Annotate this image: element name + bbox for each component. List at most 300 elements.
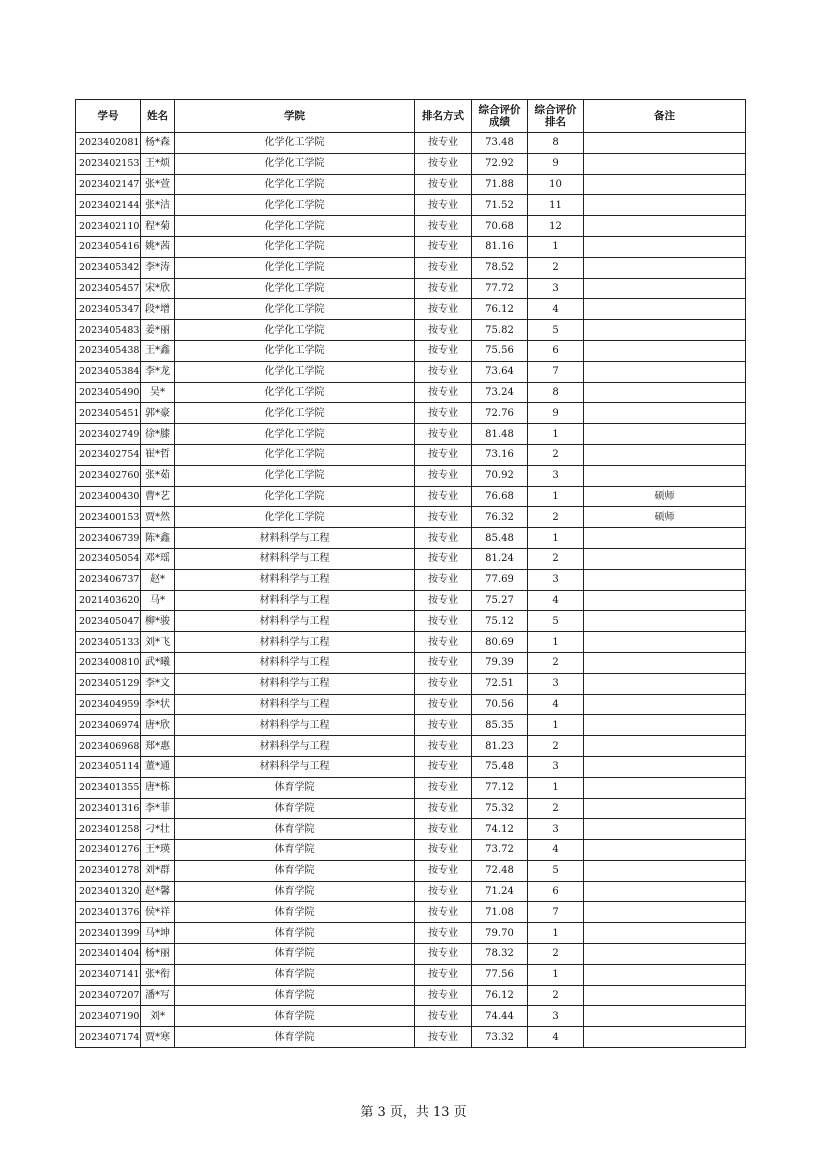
table-row [76, 403, 746, 424]
cell-college: 化学化工学院 [175, 340, 415, 361]
cell-rank-method: 按专业 [415, 465, 472, 486]
cell-student-name: 姚*茜 [141, 236, 175, 257]
cell-student-id: 2023401355 [76, 777, 141, 798]
table-row [76, 964, 746, 985]
score-ranking-table [75, 99, 746, 1048]
cell-student-id: 2023407207 [76, 985, 141, 1006]
header-score [472, 100, 528, 133]
cell-remark [584, 694, 746, 715]
cell-rank-method: 按专业 [415, 777, 472, 798]
cell-score: 70.68 [472, 216, 528, 237]
cell-college: 化学化工学院 [175, 444, 415, 465]
cell-rank: 8 [528, 382, 584, 403]
cell-college: 体育学院 [175, 923, 415, 944]
cell-student-name: 刘* [141, 1006, 175, 1027]
table-row [76, 340, 746, 361]
cell-rank-method: 按专业 [415, 195, 472, 216]
cell-college: 体育学院 [175, 881, 415, 902]
table-row [76, 174, 746, 195]
cell-college: 材料科学与工程 [175, 528, 415, 549]
cell-score: 73.72 [472, 840, 528, 861]
cell-college: 材料科学与工程 [175, 715, 415, 736]
cell-student-name: 杨*森 [141, 133, 175, 154]
cell-remark [584, 340, 746, 361]
cell-student-name: 董*通 [141, 756, 175, 777]
cell-student-name: 杨*丽 [141, 944, 175, 965]
cell-score: 73.64 [472, 361, 528, 382]
cell-rank: 3 [528, 1006, 584, 1027]
cell-rank-method: 按专业 [415, 611, 472, 632]
cell-score: 74.12 [472, 819, 528, 840]
table-row [76, 777, 746, 798]
cell-score: 71.88 [472, 174, 528, 195]
cell-rank-method: 按专业 [415, 985, 472, 1006]
cell-remark [584, 860, 746, 881]
cell-student-name: 潘*写 [141, 985, 175, 1006]
cell-score: 75.12 [472, 611, 528, 632]
cell-student-name: 徐*膝 [141, 424, 175, 445]
cell-college: 材料科学与工程 [175, 611, 415, 632]
cell-remark [584, 216, 746, 237]
cell-rank-method: 按专业 [415, 736, 472, 757]
cell-student-id: 2023404959 [76, 694, 141, 715]
cell-remark [584, 902, 746, 923]
table-row [76, 465, 746, 486]
table-row [76, 736, 746, 757]
cell-rank-method: 按专业 [415, 444, 472, 465]
cell-student-id: 2023406974 [76, 715, 141, 736]
cell-student-name: 王*鑫 [141, 340, 175, 361]
header-rank-method: 排名方式 [415, 100, 472, 133]
cell-rank-method: 按专业 [415, 174, 472, 195]
table-row [76, 985, 746, 1006]
cell-student-id: 2023405347 [76, 299, 141, 320]
cell-score: 71.08 [472, 902, 528, 923]
cell-college: 体育学院 [175, 798, 415, 819]
table-row [76, 632, 746, 653]
cell-rank: 6 [528, 881, 584, 902]
cell-student-id: 2023401404 [76, 944, 141, 965]
cell-rank-method: 按专业 [415, 133, 472, 154]
cell-remark [584, 632, 746, 653]
cell-student-name: 张*茹 [141, 465, 175, 486]
cell-rank: 7 [528, 902, 584, 923]
cell-rank-method: 按专业 [415, 257, 472, 278]
cell-remark [584, 133, 746, 154]
cell-student-id: 2023401320 [76, 881, 141, 902]
cell-rank: 7 [528, 361, 584, 382]
cell-rank-method: 按专业 [415, 403, 472, 424]
cell-student-id: 2023400430 [76, 486, 141, 507]
cell-score: 81.16 [472, 236, 528, 257]
cell-score: 81.24 [472, 548, 528, 569]
cell-rank: 3 [528, 465, 584, 486]
table-row [76, 756, 746, 777]
cell-student-name: 柳*骏 [141, 611, 175, 632]
cell-score: 75.56 [472, 340, 528, 361]
cell-college: 材料科学与工程 [175, 569, 415, 590]
cell-remark [584, 299, 746, 320]
cell-score: 73.32 [472, 1027, 528, 1048]
page-footer: 第 3 页，共 13 页 [360, 1105, 467, 1120]
cell-college: 体育学院 [175, 985, 415, 1006]
cell-student-name: 郭*豪 [141, 403, 175, 424]
table-row [76, 444, 746, 465]
header-rank-text: 综合评价 排名 [534, 104, 577, 128]
cell-college: 体育学院 [175, 840, 415, 861]
cell-student-name: 侯*祥 [141, 902, 175, 923]
cell-score: 76.12 [472, 299, 528, 320]
cell-rank-method: 按专业 [415, 278, 472, 299]
cell-rank-method: 按专业 [415, 944, 472, 965]
table-row [76, 424, 746, 445]
header-remark: 备注 [584, 100, 746, 133]
cell-rank-method: 按专业 [415, 881, 472, 902]
cell-student-name: 程*菊 [141, 216, 175, 237]
cell-remark [584, 1027, 746, 1048]
cell-rank-method: 按专业 [415, 632, 472, 653]
cell-rank-method: 按专业 [415, 715, 472, 736]
cell-score: 78.32 [472, 944, 528, 965]
cell-score: 76.32 [472, 507, 528, 528]
cell-student-id: 2023402153 [76, 153, 141, 174]
cell-college: 化学化工学院 [175, 486, 415, 507]
cell-rank: 8 [528, 133, 584, 154]
cell-remark [584, 715, 746, 736]
cell-student-id: 2023406968 [76, 736, 141, 757]
cell-student-id: 2023400153 [76, 507, 141, 528]
cell-student-id: 2023405114 [76, 756, 141, 777]
cell-remark [584, 361, 746, 382]
cell-rank: 3 [528, 756, 584, 777]
cell-remark [584, 444, 746, 465]
cell-college: 体育学院 [175, 777, 415, 798]
cell-student-name: 王*瑛 [141, 840, 175, 861]
cell-score: 73.16 [472, 444, 528, 465]
table-row [76, 652, 746, 673]
cell-student-id: 2021403620 [76, 590, 141, 611]
cell-remark [584, 403, 746, 424]
cell-college: 化学化工学院 [175, 465, 415, 486]
cell-rank: 1 [528, 486, 584, 507]
cell-rank-method: 按专业 [415, 486, 472, 507]
cell-student-id: 2023406739 [76, 528, 141, 549]
table-row [76, 694, 746, 715]
cell-remark [584, 548, 746, 569]
cell-student-name: 李*文 [141, 673, 175, 694]
cell-rank-method: 按专业 [415, 569, 472, 590]
cell-score: 72.51 [472, 673, 528, 694]
cell-remark [584, 1006, 746, 1027]
cell-rank-method: 按专业 [415, 923, 472, 944]
cell-college: 材料科学与工程 [175, 652, 415, 673]
cell-college: 材料科学与工程 [175, 756, 415, 777]
cell-rank: 4 [528, 1027, 584, 1048]
cell-college: 材料科学与工程 [175, 590, 415, 611]
cell-rank-method: 按专业 [415, 673, 472, 694]
cell-rank: 3 [528, 673, 584, 694]
cell-college: 体育学院 [175, 944, 415, 965]
cell-remark [584, 652, 746, 673]
cell-remark [584, 673, 746, 694]
cell-student-id: 2023402749 [76, 424, 141, 445]
header-name: 姓名 [141, 100, 175, 133]
table-row [76, 299, 746, 320]
cell-rank: 2 [528, 652, 584, 673]
header-score-text: 综合评价 成绩 [478, 104, 521, 128]
cell-remark [584, 944, 746, 965]
cell-rank: 5 [528, 320, 584, 341]
cell-student-name: 邓*瑶 [141, 548, 175, 569]
cell-rank: 2 [528, 507, 584, 528]
cell-student-name: 张*萱 [141, 174, 175, 195]
cell-student-id: 2023405047 [76, 611, 141, 632]
cell-score: 72.92 [472, 153, 528, 174]
cell-college: 材料科学与工程 [175, 548, 415, 569]
cell-student-id: 2023405384 [76, 361, 141, 382]
cell-student-id: 2023402147 [76, 174, 141, 195]
cell-remark: 硕师 [584, 507, 746, 528]
cell-student-name: 曹*艺 [141, 486, 175, 507]
cell-rank: 2 [528, 798, 584, 819]
cell-rank: 9 [528, 153, 584, 174]
cell-college: 体育学院 [175, 860, 415, 881]
table-row [76, 361, 746, 382]
cell-rank-method: 按专业 [415, 216, 472, 237]
cell-rank: 5 [528, 611, 584, 632]
cell-student-id: 2023402144 [76, 195, 141, 216]
table-row [76, 1006, 746, 1027]
cell-student-id: 2023405457 [76, 278, 141, 299]
cell-rank: 11 [528, 195, 584, 216]
table-row [76, 507, 746, 528]
cell-score: 79.39 [472, 652, 528, 673]
cell-score: 75.48 [472, 756, 528, 777]
cell-college: 化学化工学院 [175, 507, 415, 528]
cell-student-name: 贾*然 [141, 507, 175, 528]
cell-score: 85.48 [472, 528, 528, 549]
cell-college: 体育学院 [175, 902, 415, 923]
cell-remark [584, 569, 746, 590]
cell-score: 81.23 [472, 736, 528, 757]
table-row [76, 923, 746, 944]
cell-rank-method: 按专业 [415, 548, 472, 569]
cell-rank: 1 [528, 236, 584, 257]
cell-college: 体育学院 [175, 964, 415, 985]
cell-remark [584, 881, 746, 902]
cell-rank: 1 [528, 715, 584, 736]
table-row [76, 133, 746, 154]
cell-student-name: 李*状 [141, 694, 175, 715]
cell-remark [584, 528, 746, 549]
cell-remark [584, 320, 746, 341]
cell-rank-method: 按专业 [415, 361, 472, 382]
cell-college: 化学化工学院 [175, 236, 415, 257]
cell-score: 72.48 [472, 860, 528, 881]
table-row [76, 860, 746, 881]
table-row [76, 902, 746, 923]
cell-rank-method: 按专业 [415, 964, 472, 985]
cell-student-id: 2023401376 [76, 902, 141, 923]
table-row [76, 881, 746, 902]
table-row [76, 840, 746, 861]
cell-score: 77.56 [472, 964, 528, 985]
cell-student-name: 唐*栋 [141, 777, 175, 798]
cell-score: 76.68 [472, 486, 528, 507]
cell-student-id: 2023406737 [76, 569, 141, 590]
cell-student-name: 刘*飞 [141, 632, 175, 653]
cell-student-name: 马*坤 [141, 923, 175, 944]
cell-student-id: 2023402110 [76, 216, 141, 237]
cell-college: 化学化工学院 [175, 195, 415, 216]
cell-rank: 4 [528, 299, 584, 320]
cell-remark [584, 798, 746, 819]
cell-student-name: 崔*哲 [141, 444, 175, 465]
table-row [76, 216, 746, 237]
cell-rank: 2 [528, 985, 584, 1006]
cell-rank-method: 按专业 [415, 1027, 472, 1048]
table-body [76, 133, 746, 1048]
cell-student-id: 2023401399 [76, 923, 141, 944]
cell-rank: 1 [528, 528, 584, 549]
cell-student-id: 2023402754 [76, 444, 141, 465]
cell-rank-method: 按专业 [415, 382, 472, 403]
table-row [76, 798, 746, 819]
cell-rank-method: 按专业 [415, 694, 472, 715]
cell-college: 化学化工学院 [175, 174, 415, 195]
cell-remark [584, 964, 746, 985]
cell-student-id: 2023402081 [76, 133, 141, 154]
table-row [76, 257, 746, 278]
cell-remark [584, 736, 746, 757]
header-college: 学院 [175, 100, 415, 133]
cell-score: 75.27 [472, 590, 528, 611]
cell-student-name: 吴* [141, 382, 175, 403]
table-row [76, 569, 746, 590]
cell-student-name: 武*曦 [141, 652, 175, 673]
cell-student-id: 2023400810 [76, 652, 141, 673]
cell-rank: 2 [528, 257, 584, 278]
cell-score: 85.35 [472, 715, 528, 736]
cell-score: 80.69 [472, 632, 528, 653]
table-row [76, 819, 746, 840]
cell-college: 体育学院 [175, 819, 415, 840]
cell-college: 化学化工学院 [175, 361, 415, 382]
cell-score: 77.69 [472, 569, 528, 590]
cell-rank-method: 按专业 [415, 902, 472, 923]
cell-score: 75.32 [472, 798, 528, 819]
cell-student-name: 李*涛 [141, 257, 175, 278]
cell-rank-method: 按专业 [415, 299, 472, 320]
cell-rank: 10 [528, 174, 584, 195]
cell-student-name: 张*衔 [141, 964, 175, 985]
cell-student-id: 2023405133 [76, 632, 141, 653]
table-header-row [76, 100, 746, 133]
cell-score: 73.24 [472, 382, 528, 403]
cell-rank: 4 [528, 840, 584, 861]
header-rank [528, 100, 584, 133]
cell-score: 71.52 [472, 195, 528, 216]
cell-rank: 5 [528, 860, 584, 881]
cell-remark [584, 236, 746, 257]
cell-rank-method: 按专业 [415, 652, 472, 673]
table-row [76, 548, 746, 569]
cell-rank: 9 [528, 403, 584, 424]
cell-score: 77.12 [472, 777, 528, 798]
cell-student-name: 姜*丽 [141, 320, 175, 341]
cell-rank: 4 [528, 590, 584, 611]
cell-student-name: 李*菲 [141, 798, 175, 819]
table-row [76, 278, 746, 299]
cell-rank: 1 [528, 964, 584, 985]
cell-rank-method: 按专业 [415, 424, 472, 445]
cell-student-name: 赵* [141, 569, 175, 590]
cell-college: 化学化工学院 [175, 382, 415, 403]
cell-college: 化学化工学院 [175, 278, 415, 299]
cell-student-id: 2023401276 [76, 840, 141, 861]
cell-college: 化学化工学院 [175, 299, 415, 320]
cell-student-id: 2023405416 [76, 236, 141, 257]
cell-rank-method: 按专业 [415, 840, 472, 861]
table-row [76, 486, 746, 507]
cell-score: 72.76 [472, 403, 528, 424]
cell-rank: 1 [528, 632, 584, 653]
cell-student-name: 贾*寒 [141, 1027, 175, 1048]
cell-student-name: 刁*壮 [141, 819, 175, 840]
cell-college: 材料科学与工程 [175, 673, 415, 694]
cell-score: 70.92 [472, 465, 528, 486]
cell-score: 74.44 [472, 1006, 528, 1027]
cell-remark [584, 465, 746, 486]
cell-rank-method: 按专业 [415, 819, 472, 840]
cell-rank: 3 [528, 569, 584, 590]
table-row [76, 944, 746, 965]
cell-remark [584, 174, 746, 195]
cell-student-name: 张*洁 [141, 195, 175, 216]
cell-remark [584, 819, 746, 840]
cell-rank: 6 [528, 340, 584, 361]
cell-college: 材料科学与工程 [175, 694, 415, 715]
cell-rank-method: 按专业 [415, 1006, 472, 1027]
cell-remark [584, 840, 746, 861]
cell-remark [584, 153, 746, 174]
cell-rank: 3 [528, 819, 584, 840]
cell-college: 化学化工学院 [175, 133, 415, 154]
table-row [76, 236, 746, 257]
cell-rank-method: 按专业 [415, 236, 472, 257]
table-row [76, 673, 746, 694]
cell-college: 化学化工学院 [175, 320, 415, 341]
cell-rank: 2 [528, 548, 584, 569]
cell-college: 化学化工学院 [175, 424, 415, 445]
table-row [76, 153, 746, 174]
cell-student-name: 唐*欣 [141, 715, 175, 736]
cell-college: 化学化工学院 [175, 153, 415, 174]
table-row [76, 320, 746, 341]
table-row [76, 590, 746, 611]
cell-student-id: 2023407141 [76, 964, 141, 985]
cell-remark [584, 278, 746, 299]
cell-remark [584, 611, 746, 632]
cell-student-name: 王*烦 [141, 153, 175, 174]
cell-rank-method: 按专业 [415, 860, 472, 881]
cell-score: 76.12 [472, 985, 528, 1006]
cell-rank: 1 [528, 923, 584, 944]
cell-college: 材料科学与工程 [175, 736, 415, 757]
cell-score: 71.24 [472, 881, 528, 902]
cell-student-id: 2023407190 [76, 1006, 141, 1027]
cell-college: 体育学院 [175, 1027, 415, 1048]
